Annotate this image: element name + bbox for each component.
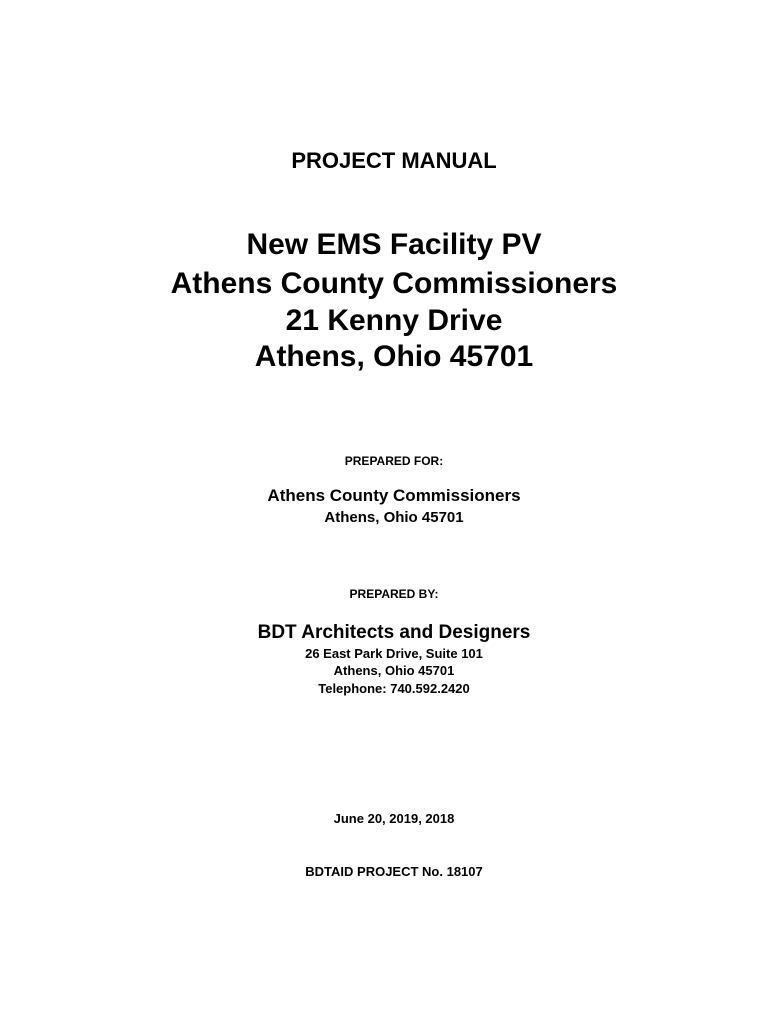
client-name: Athens County Commissioners [267, 486, 521, 505]
project-owner: Athens County Commissioners [170, 267, 618, 300]
document-heading: PROJECT MANUAL [291, 148, 497, 173]
project-city: Athens, Ohio 45701 [254, 340, 534, 373]
firm-name: BDT Architects and Designers [257, 622, 531, 643]
project-number: BDTAID PROJECT No. 18107 [305, 864, 483, 879]
firm-city: Athens, Ohio 45701 [333, 663, 455, 678]
firm-phone: Telephone: 740.592.2420 [318, 681, 470, 696]
client-city: Athens, Ohio 45701 [324, 509, 464, 526]
project-title: New EMS Facility PV [246, 228, 542, 261]
project-street: 21 Kenny Drive [285, 304, 503, 337]
prepared-for-label: PREPARED FOR: [344, 454, 444, 468]
firm-address: 26 East Park Drive, Suite 101 [305, 646, 483, 661]
prepared-by-label: PREPARED BY: [349, 587, 439, 601]
document-date: June 20, 2019, 2018 [333, 811, 455, 826]
